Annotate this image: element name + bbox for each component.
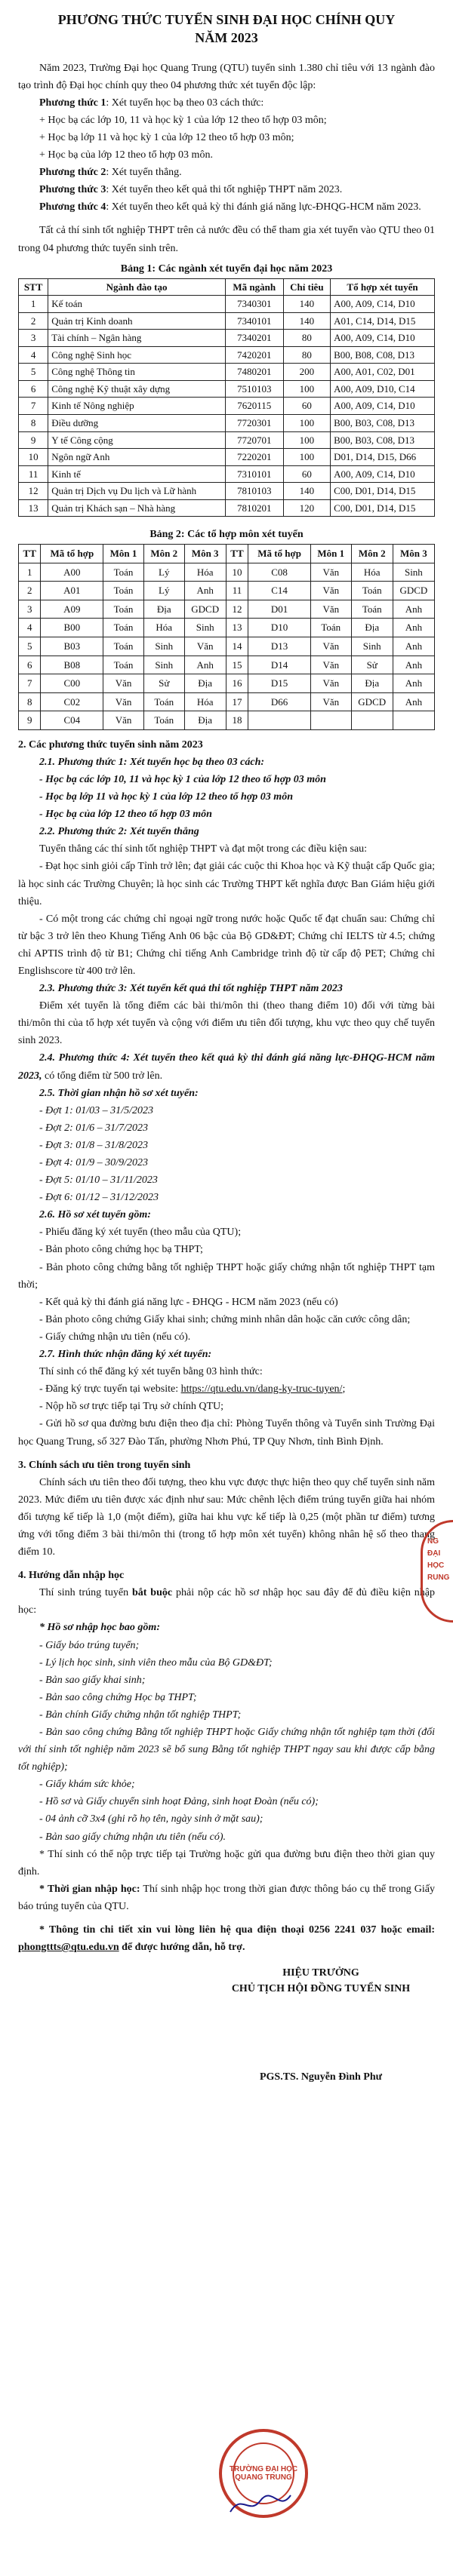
table2-cell: B03 [41, 637, 103, 656]
table1-cell: 7340101 [225, 312, 283, 330]
table2-cell: C00 [41, 674, 103, 693]
table1-row [19, 398, 435, 415]
table1-cell: A00, A09, C14, D10 [331, 330, 435, 347]
table2-cell: 18 [226, 711, 248, 730]
table1-header-cell: STT [19, 278, 48, 296]
table1-cell: A00, A09, D10, C14 [331, 380, 435, 398]
table2-cell: Sinh [143, 656, 184, 674]
enrollment-document-item: - Bản sao giấy chứng nhận ưu tiên (nếu có). [39, 1831, 226, 1843]
table2-caption: Bảng 2: Các tổ hợp môn xét tuyển [149, 529, 304, 541]
table1-cell: D01, D14, D15, D66 [331, 449, 435, 466]
table1-row [19, 346, 435, 364]
table2-header-cell: TT [19, 545, 41, 563]
registration-link[interactable]: https://qtu.edu.vn/dang-ky-truc-tuyen/ [180, 1383, 343, 1395]
document-year: NĂM 2023 [195, 30, 258, 46]
table1-cell: 13 [19, 499, 48, 517]
table1-cell: 7340301 [225, 296, 283, 313]
table2-row [19, 674, 435, 693]
section-2-1-item: - Học bạ lớp 11 và học kỳ 1 của lớp 12 theo tổ hợp 03 môn [39, 791, 293, 803]
table2-cell: C02 [41, 692, 103, 711]
table2-cell: Anh [184, 582, 226, 600]
table2-cell: Anh [393, 619, 434, 637]
enrollment-document-item: - Giấy báo trúng tuyển; [39, 1639, 140, 1651]
table2-cell [393, 711, 434, 730]
table2-cell: Văn [103, 674, 144, 693]
table1-cell: 1 [19, 296, 48, 313]
table2-cell: Anh [393, 674, 434, 693]
enrollment-documents [18, 1637, 435, 1846]
document-title: PHƯƠNG THỨC TUYỂN SINH ĐẠI HỌC CHÍNH QUY [57, 12, 396, 27]
table2-cell: Văn [310, 582, 351, 600]
table2-header-cell: Môn 3 [184, 545, 226, 563]
application-document-item: - Bản photo công chứng học bạ THPT; [39, 1244, 203, 1256]
signature-block [207, 1965, 435, 2085]
table1-cell: B00, B03, C08, D13 [331, 415, 435, 432]
table2-cell: D14 [248, 656, 311, 674]
enrollment-document-item: - Bản sao công chứng Học bạ THPT; [39, 1691, 197, 1703]
table1-cell: 7720701 [225, 431, 283, 449]
table2-row [19, 582, 435, 600]
table2-cell: Toán [103, 582, 144, 600]
table2-row [19, 619, 435, 637]
table1-cell: 10 [19, 449, 48, 466]
table2-row [19, 692, 435, 711]
table2-cell: 11 [226, 582, 248, 600]
table2-cell: Hóa [143, 619, 184, 637]
table1-cell: B00, B08, C08, D13 [331, 346, 435, 364]
method-4: Phương thức 4: Xét tuyển theo kết quả kỳ thi đánh giá năng lực-ĐHQG-HCM năm 2023. [39, 201, 421, 213]
table2-cell: 3 [19, 600, 41, 619]
table2-cell: Toán [351, 582, 393, 600]
table2-cell: Văn [310, 656, 351, 674]
enrollment-time: * Thời gian nhập học: Thí sinh nhập học trong thời gian được thông báo cụ thể trong Giấy báo trúng tuyển của QTU. [18, 1883, 436, 1912]
table2-cell: 5 [19, 637, 41, 656]
subject-combination-table [18, 544, 435, 729]
table2-cell: Văn [310, 692, 351, 711]
table2-cell: Toán [103, 619, 144, 637]
table2-cell: Địa [184, 711, 226, 730]
table1-row [19, 449, 435, 466]
table2-cell: Toán [143, 711, 184, 730]
enrollment-document-item: - Hồ sơ và Giấy chuyển sinh hoạt Đảng, sinh hoạt Đoàn (nếu có); [39, 1796, 319, 1808]
signer-title: HIỆU TRƯỞNG [282, 1967, 359, 1979]
table1-header-cell: Mã ngành [225, 278, 283, 296]
table2-cell: Địa [184, 674, 226, 693]
table2-cell: D10 [248, 619, 311, 637]
table2-cell: 12 [226, 600, 248, 619]
application-document-item: - Bản photo công chứng Giấy khai sinh; chứng minh nhân dân hoặc căn cước công dân; [39, 1313, 411, 1325]
table1-cell: 120 [283, 499, 330, 517]
table1-cell: Kinh tế Nông nghiệp [48, 398, 226, 415]
table1-cell: 100 [283, 415, 330, 432]
table1-header-cell: Tổ hợp xét tuyển [331, 278, 435, 296]
section-3-text: Chính sách ưu tiên theo đối tượng, theo khu vực được thực hiện theo quy chế tuyển sinh năm 2023. Mức điểm ưu tiên được xác định như sau: Mức chênh lệch điểm trúng tuyển giữa hai nhóm đối tượng kế tiếp là 1,0 (một điểm), giữa hai khu vực kế tiếp là 0,25 (một phần tư điểm) tương ứng với tổng điểm 3 bài thi/môn thi (trong tổ hợp môn xét tuyển) không nhân hệ số theo thang điểm 10. [18, 1476, 435, 1558]
section-2-1-item: - Học bạ của lớp 12 theo tổ hợp 03 môn [39, 809, 212, 821]
enrollment-list-heading: * Hồ sơ nhập học bao gồm: [39, 1622, 160, 1634]
table1-row [19, 431, 435, 449]
handwritten-signature-icon [226, 2489, 294, 2519]
table2-cell: A00 [41, 563, 103, 582]
table1-cell: 7220201 [225, 449, 283, 466]
table1-cell: 200 [283, 364, 330, 381]
table2-cell: Sinh [351, 637, 393, 656]
table1-cell: B00, B03, C08, D13 [331, 431, 435, 449]
table2-cell: 13 [226, 619, 248, 637]
table2-cell: Văn [310, 563, 351, 582]
table2-cell: B00 [41, 619, 103, 637]
intake-round-item: - Đợt 1: 01/03 – 31/5/2023 [39, 1104, 153, 1116]
application-document-item: - Phiếu đăng ký xét tuyển (theo mẫu của QTU); [39, 1227, 242, 1239]
enrollment-document-item: - Giấy khám sức khỏe; [39, 1779, 135, 1791]
table2-cell: C08 [248, 563, 311, 582]
table2-cell: C04 [41, 711, 103, 730]
table2-header-cell: Mã tổ hợp [41, 545, 103, 563]
table2-header-cell: TT [226, 545, 248, 563]
table2-cell: Toán [103, 600, 144, 619]
method-2: Phương thức 2: Xét tuyển thẳng. [39, 167, 182, 179]
seal-fragment-icon: NG ĐẠI HỌC RUNG [421, 1520, 453, 1623]
application-document-item: - Giấy chứng nhận ưu tiên (nếu có). [39, 1331, 191, 1343]
table1-cell: A00, A09, C14, D10 [331, 296, 435, 313]
table2-cell: Văn [310, 674, 351, 693]
intake-round-item: - Đợt 5: 01/10 – 31/11/2023 [39, 1174, 158, 1187]
table1-cell: Kinh tế [48, 465, 226, 483]
section-2-3-text: Điểm xét tuyển là tổng điểm các bài thi/môn thi (theo thang điểm 10) đối với từng bài thi/môn thi của tổ hợp xét tuyển và cộng với điểm ưu tiên đối tượng, khu vực theo quy chế tuyển sinh 2023. [18, 1000, 435, 1047]
table2-header-cell: Môn 2 [351, 545, 393, 563]
submission-note: * Thí sinh có thể nộp trực tiếp tại Trường hoặc gửi qua đường bưu điện theo thời gian quy định. [18, 1848, 435, 1878]
table1-cell: 60 [283, 465, 330, 483]
section-2-7-text: Thí sinh có thể đăng ký xét tuyển bằng 03 hình thức: [39, 1366, 263, 1378]
table2-cell: Sinh [393, 563, 434, 582]
table2-cell: D15 [248, 674, 311, 693]
table1-cell: 2 [19, 312, 48, 330]
table1-cell: 7420201 [225, 346, 283, 364]
section-2-2-heading: 2.2. Phương thức 2: Xét tuyển thẳng [39, 826, 199, 838]
section-2-2-text: - Có một trong các chứng chỉ ngoại ngữ trong nước hoặc Quốc tế đạt chuẩn sau: Chứng chỉ từ bậc 3 trở lên theo Khung Tiếng Anh 06 bậc của Bộ GD&ĐT; Chứng chỉ IELTS từ 4.5; chứng chỉ APTIS trình độ từ B1; Chứng chỉ tiếng Anh Cambridge trình độ từ cấp độ PET; Chứng chỉ Englishscore từ 400 trở lên. [18, 913, 435, 977]
section-4-intro: Thí sinh trúng tuyển bắt buộc phải nộp các hồ sơ nhập học sau đây để đủ điều kiện nhập học: [18, 1587, 435, 1617]
table2-cell [351, 711, 393, 730]
table1-cell: Công nghệ Thông tin [48, 364, 226, 381]
method-1-bullet: + Học bạ của lớp 12 theo tổ hợp 03 môn. [39, 149, 213, 161]
online-registration: - Đăng ký trực tuyến tại website: https://qtu.edu.vn/dang-ky-truc-tuyen/; [39, 1383, 346, 1395]
table2-cell: Lý [143, 582, 184, 600]
section-2-5-heading: 2.5. Thời gian nhận hồ sơ xét tuyển: [39, 1087, 199, 1099]
table1-cell: A01, C14, D14, D15 [331, 312, 435, 330]
intake-round-item: - Đợt 6: 01/12 – 31/12/2023 [39, 1192, 159, 1204]
table1-row [19, 312, 435, 330]
table2-cell: A01 [41, 582, 103, 600]
table2-cell: Hóa [184, 692, 226, 711]
table2-cell: Văn [103, 692, 144, 711]
table1-cell: Ngôn ngữ Anh [48, 449, 226, 466]
table1-cell: 7340201 [225, 330, 283, 347]
table2-cell: Văn [184, 637, 226, 656]
section-2-2-text: - Đạt học sinh giỏi cấp Tỉnh trở lên; đạt giải các cuộc thi Khoa học và Kỹ thuật cấp Quốc gia; là học sinh các Trường Chuyên; là học sinh các Trường THPT kết nghĩa được Ban Giám hiệu giới thiệu. [18, 861, 435, 907]
section-2-1-heading: 2.1. Phương thức 1: Xét tuyển học bạ theo 03 cách: [39, 756, 265, 768]
section-3-heading: 3. Chính sách ưu tiên trong tuyển sinh [18, 1459, 191, 1471]
table2-cell [310, 711, 351, 730]
table2-cell: Toán [103, 637, 144, 656]
table1-cell: 7310101 [225, 465, 283, 483]
table1-cell: 140 [283, 312, 330, 330]
table1-cell: A00, A09, C14, D10 [331, 398, 435, 415]
table1-row [19, 499, 435, 517]
contact-email-link[interactable]: phongttts@qtu.edu.vn [18, 1942, 119, 1954]
table2-cell: 4 [19, 619, 41, 637]
table2-cell: 10 [226, 563, 248, 582]
table2-cell: Sử [143, 674, 184, 693]
table2-row [19, 563, 435, 582]
section-2-2-text: Tuyển thẳng các thí sinh tốt nghiệp THPT và đạt một trong các điều kiện sau: [39, 843, 368, 855]
table1-cell: 7 [19, 398, 48, 415]
table1-row [19, 330, 435, 347]
enrollment-document-item: - Bản sao công chứng Bằng tốt nghiệp THPT hoặc Giấy chứng nhận tốt nghiệp tạm thời (đối với thí sinh tốt nghiệp năm 2023 sẽ bổ sung Bằng tốt nghiệp THPT ngay sau khi được cấp bằng tốt nghiệp); [18, 1727, 435, 1773]
table2-cell: Anh [393, 637, 434, 656]
table2-cell: Toán [103, 656, 144, 674]
enrollment-document-item: - Lý lịch học sinh, sinh viên theo mẫu của Bộ GD&ĐT; [39, 1656, 273, 1669]
table2-cell: D66 [248, 692, 311, 711]
table1-cell: Kế toán [48, 296, 226, 313]
table1-caption: Bảng 1: Các ngành xét tuyển đại học năm 2023 [120, 263, 333, 275]
intake-round-item: - Đợt 2: 01/6 – 31/7/2023 [39, 1122, 148, 1134]
table2-cell: Địa [351, 674, 393, 693]
table2-cell: B08 [41, 656, 103, 674]
table1-cell: 7620115 [225, 398, 283, 415]
intake-rounds [18, 1102, 435, 1207]
table1-row [19, 483, 435, 500]
table2-cell: Anh [184, 656, 226, 674]
table1-cell: A00, A01, C02, D01 [331, 364, 435, 381]
table2-row [19, 600, 435, 619]
table1-row [19, 380, 435, 398]
section-2-6-heading: 2.6. Hồ sơ xét tuyển gồm: [39, 1209, 151, 1221]
table1-cell: 100 [283, 431, 330, 449]
table1-cell: 8 [19, 415, 48, 432]
table2-cell: 1 [19, 563, 41, 582]
table2-cell: 15 [226, 656, 248, 674]
table1-cell: 7720301 [225, 415, 283, 432]
table1-cell: 80 [283, 330, 330, 347]
table2-cell: GDCD [393, 582, 434, 600]
application-document-item: - Bản photo công chứng bằng tốt nghiệp THPT hoặc giấy chứng nhận tốt nghiệp THPT tạm thời; [18, 1261, 435, 1291]
table1-cell: Quản trị Kinh doanh [48, 312, 226, 330]
section-4-heading: 4. Hướng dẫn nhập học [18, 1570, 125, 1582]
table2-cell: C14 [248, 582, 311, 600]
table1-cell: C00, D01, D14, D15 [331, 483, 435, 500]
table2-cell: A09 [41, 600, 103, 619]
table2-cell [248, 711, 311, 730]
table1-cell: Tài chính – Ngân hàng [48, 330, 226, 347]
table2-cell: Toán [143, 692, 184, 711]
table2-cell: Văn [310, 600, 351, 619]
table2-cell: Anh [393, 692, 434, 711]
section-2-3-heading: 2.3. Phương thức 3: Xét tuyển kết quả thi tốt nghiệp THPT năm 2023 [39, 983, 343, 995]
application-documents [18, 1224, 435, 1346]
method-1-bullet: + Học bạ các lớp 10, 11 và học kỳ 1 của lớp 12 theo tổ hợp 03 môn; [39, 114, 327, 126]
section-2-7-text: - Nộp hồ sơ trực tiếp tại Trụ sở chính QTU; [39, 1401, 224, 1413]
table1-cell: 5 [19, 364, 48, 381]
table1-cell: 9 [19, 431, 48, 449]
intake-round-item: - Đợt 4: 01/9 – 30/9/2023 [39, 1157, 148, 1168]
table2-cell: Anh [393, 656, 434, 674]
table1-cell: 80 [283, 346, 330, 364]
table2-cell: Văn [103, 711, 144, 730]
majors-table [18, 278, 435, 517]
section-2-4: 2.4. Phương thức 4: Xét tuyển theo kết quả kỳ thi đánh giá năng lực-ĐHQG-HCM năm 2023, có tổng điểm từ 500 trở lên. [18, 1052, 435, 1082]
enrollment-document-item: - Bản sao giấy khai sinh; [39, 1674, 146, 1686]
table2-row [19, 656, 435, 674]
table2-cell: GDCD [351, 692, 393, 711]
table1-cell: 7510103 [225, 380, 283, 398]
table2-header-cell: Môn 1 [310, 545, 351, 563]
contact-info: * Thông tin chi tiết xin vui lòng liên hệ qua điện thoại 0256 2241 037 hoặc email: phongttts@qtu.edu.vn để được hướng dẫn, hỗ trợ. [18, 1924, 435, 1954]
table1-cell: Quản trị Khách sạn – Nhà hàng [48, 499, 226, 517]
table2-cell: Sinh [143, 637, 184, 656]
table2-cell: Hóa [351, 563, 393, 582]
table2-cell: Hóa [184, 563, 226, 582]
table1-row [19, 465, 435, 483]
section-2-7-text: - Gửi hồ sơ qua đường bưu điện theo địa chỉ: Phòng Tuyển thông và Tuyển sinh Trường Đại học Quang Trung, số 327 Đào Tấn, phường Nhơn Phú, TP Quy Nhơn, tỉnh Bình Định. [18, 1418, 435, 1448]
table1-cell: 140 [283, 483, 330, 500]
method-3: Phương thức 3: Xét tuyển theo kết quả thi tốt nghiệp THPT năm 2023. [39, 184, 343, 196]
table1-cell: Công nghệ Sinh học [48, 346, 226, 364]
section-2-1-item: - Học bạ các lớp 10, 11 và học kỳ 1 của lớp 12 theo tổ hợp 03 môn [39, 773, 326, 785]
table2-cell: 14 [226, 637, 248, 656]
method-1-bullet: + Học bạ lớp 11 và học kỳ 1 của lớp 12 theo tổ hợp 03 môn; [39, 131, 294, 143]
table1-cell: 6 [19, 380, 48, 398]
table2-cell: GDCD [184, 600, 226, 619]
table1-cell: Công nghệ Kỹ thuật xây dựng [48, 380, 226, 398]
table2-cell: D13 [248, 637, 311, 656]
application-document-item: - Kết quả kỳ thi đánh giá năng lực - ĐHQG - HCM năm 2023 (nếu có) [39, 1296, 338, 1308]
table1-cell: 60 [283, 398, 330, 415]
table2-cell: 7 [19, 674, 41, 693]
table2-cell: Toán [310, 619, 351, 637]
table1-row [19, 296, 435, 313]
table2-header-cell: Môn 3 [393, 545, 434, 563]
table2-cell: Văn [310, 637, 351, 656]
table2-cell: D01 [248, 600, 311, 619]
table1-cell: 7810103 [225, 483, 283, 500]
table1-cell: 140 [283, 296, 330, 313]
table2-cell: 6 [19, 656, 41, 674]
method-1: Phương thức 1: Xét tuyển học bạ theo 03 cách thức: [39, 97, 264, 109]
table1-cell: 7480201 [225, 364, 283, 381]
table1-cell: Quản trị Dịch vụ Du lịch và Lữ hành [48, 483, 226, 500]
intro-paragraph: Năm 2023, Trường Đại học Quang Trung (QTU) tuyển sinh 1.380 chỉ tiêu với 13 ngành đào tạo trình độ Đại học chính quy theo 04 phương thức xét tuyển độc lập: [18, 62, 435, 91]
signer-role: CHỦ TỊCH HỘI ĐỒNG TUYỂN SINH [231, 1983, 411, 1995]
signer-name: PGS.TS. Nguyễn Đình Phư [259, 2071, 383, 2083]
table1-cell: Y tế Công cộng [48, 431, 226, 449]
table1-cell: 3 [19, 330, 48, 347]
section-2-heading: 2. Các phương thức tuyển sinh năm 2023 [18, 738, 203, 751]
table2-header-cell: Môn 2 [143, 545, 184, 563]
table2-cell: 2 [19, 582, 41, 600]
table2-cell: Sinh [184, 619, 226, 637]
table2-cell: Sử [351, 656, 393, 674]
table2-cell: Địa [351, 619, 393, 637]
table2-header-cell: Môn 1 [103, 545, 144, 563]
table1-row [19, 415, 435, 432]
table2-cell: 16 [226, 674, 248, 693]
table1-cell: 100 [283, 449, 330, 466]
table2-cell: Toán [351, 600, 393, 619]
section-2-7-heading: 2.7. Hình thức nhận đăng ký xét tuyển: [39, 1349, 212, 1361]
table1-cell: C00, D01, D14, D15 [331, 499, 435, 517]
table2-cell: Địa [143, 600, 184, 619]
official-seal-icon: TRƯỜNG ĐẠI HỌC QUANG TRUNG [219, 2429, 308, 2518]
table1-cell: 4 [19, 346, 48, 364]
table2-cell: Toán [103, 563, 144, 582]
table2-cell: 9 [19, 711, 41, 730]
table1-cell: 7810201 [225, 499, 283, 517]
table1-cell: Điều dưỡng [48, 415, 226, 432]
table2-header-cell: Mã tổ hợp [248, 545, 311, 563]
intake-round-item: - Đợt 3: 01/8 – 31/8/2023 [39, 1139, 148, 1151]
table1-header-cell: Ngành đào tạo [48, 278, 226, 296]
table1-header-cell: Chỉ tiêu [283, 278, 330, 296]
intro-closing: Tất cả thí sinh tốt nghiệp THPT trên cả nước đều có thể tham gia xét tuyển vào QTU theo 01 trong 04 phương thức tuyển sinh trên. [18, 225, 435, 254]
enrollment-document-item: - 04 ảnh cỡ 3x4 (ghi rõ họ tên, ngày sinh ở mặt sau); [39, 1813, 263, 1825]
table2-row [19, 637, 435, 656]
table2-row [19, 711, 435, 730]
table1-cell: A00, A09, C14, D10 [331, 465, 435, 483]
table1-row [19, 364, 435, 381]
table1-cell: 12 [19, 483, 48, 500]
table2-cell: 8 [19, 692, 41, 711]
table1-cell: 11 [19, 465, 48, 483]
table2-cell: Lý [143, 563, 184, 582]
enrollment-document-item: - Bản chính Giấy chứng nhận tốt nghiệp THPT; [39, 1709, 242, 1721]
table1-cell: 100 [283, 380, 330, 398]
table2-cell: Anh [393, 600, 434, 619]
table2-cell: 17 [226, 692, 248, 711]
